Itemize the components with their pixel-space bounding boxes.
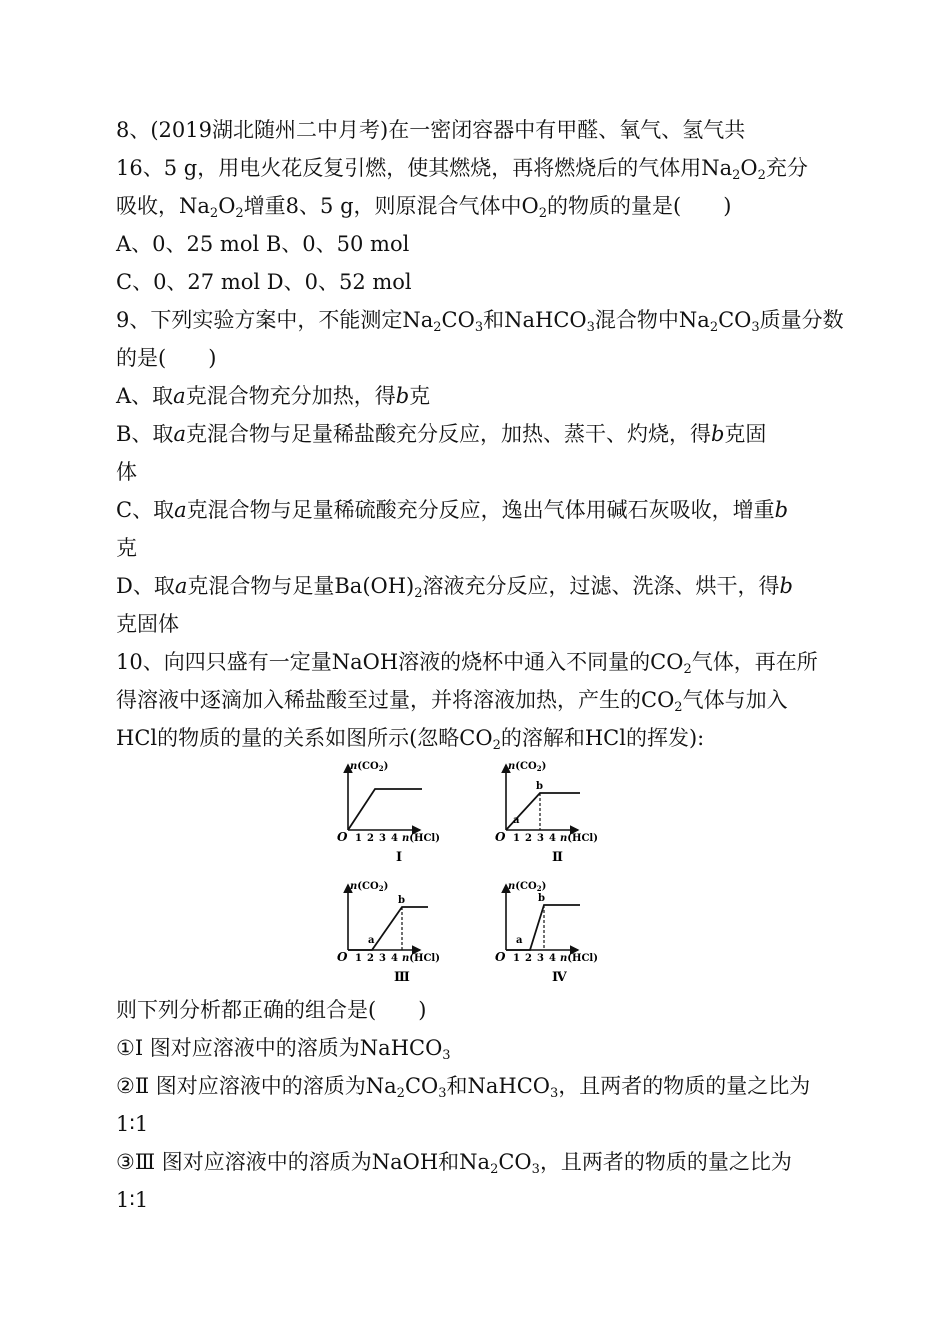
y-axis-label: $n(CO_2)$: [508, 881, 547, 893]
q9-line-1: 9、下列实验方案中，不能测定$Na_2CO_3$和NaHCO$_3$混合物中$Na_2CO_3$质量分数: [116, 308, 844, 335]
q10-line-2: 得溶液中逐滴加入稀盐酸至过量，并将溶液加热，产生的$CO_2$气体与加入: [116, 688, 788, 715]
origin-label: O: [337, 830, 348, 844]
graph-3: [337, 881, 440, 985]
q10-statement-1: ①Ⅰ 图对应溶液中的溶质为NaHCO$_3$: [116, 1036, 451, 1063]
graph-4: [495, 881, 598, 985]
q10-line-3: HCl的物质的量的关系如图所示(忽略$CO_2$的溶解和HCl的挥发):: [116, 726, 705, 753]
tick-3: 3: [537, 953, 544, 964]
tick-3: 3: [537, 833, 544, 844]
point-b-label: b: [536, 781, 543, 792]
tick-4: 4: [549, 953, 556, 964]
point-b-label: b: [398, 895, 405, 906]
q10-line-1: 10、向四只盛有一定量NaOH溶液的烧杯中通入不同量的$CO_2$气体，再在所: [116, 650, 818, 677]
q9-option-d: D、取a克混合物与足量$Ba(OH)_2$溶液充分反应，过滤、洗涤、烘干，得b: [116, 574, 793, 601]
x-axis-label: n(HCl): [560, 953, 598, 964]
q9-option-a: A、取a克混合物充分加热，得b克: [116, 384, 431, 408]
tick-1: 1: [355, 833, 362, 844]
tick-2: 2: [367, 953, 374, 964]
origin-label: O: [495, 950, 506, 964]
y-axis-label: $n(CO_2)$: [350, 881, 389, 893]
point-b-label: b: [538, 893, 545, 904]
tick-3: 3: [379, 953, 386, 964]
graph-label: Ⅳ: [552, 970, 567, 985]
x-axis-label: n(HCl): [402, 833, 440, 844]
q10-statement-3-cont: 1∶1: [116, 1188, 149, 1212]
q10-statement-2: ②Ⅱ 图对应溶液中的溶质为$Na_2CO_3$和NaHCO$_3$，且两者的物质的量之比为: [116, 1074, 811, 1101]
q8-line-1: 8、(2019湖北随州二中月考)在一密闭容器中有甲醛、氧气、氢气共: [116, 118, 746, 142]
curve: [348, 789, 422, 830]
curve: [348, 907, 428, 950]
q10-statement-3: ③Ⅲ 图对应溶液中的溶质为NaOH和$Na_2CO_3$，且两者的物质的量之比为: [116, 1150, 792, 1177]
q9-option-c: C、取a克混合物与足量稀硫酸充分反应，逸出气体用碱石灰吸收，增重b: [116, 498, 789, 522]
tick-3: 3: [379, 833, 386, 844]
origin-label: O: [337, 950, 348, 964]
tick-4: 4: [391, 833, 398, 844]
q9-option-b-cont: 体: [116, 460, 137, 484]
tick-2: 2: [367, 833, 374, 844]
q9-option-d-cont: 克固体: [116, 612, 179, 636]
tick-2: 2: [525, 833, 532, 844]
tick-4: 4: [391, 953, 398, 964]
q8-options-ab: A、0、25 mol B、0、50 mol: [116, 232, 410, 256]
y-axis-label: $n(CO_2)$: [350, 761, 389, 773]
q10-question: 则下列分析都正确的组合是( ): [116, 998, 427, 1022]
q9-option-b: B、取a克混合物与足量稀盐酸充分反应，加热、蒸干、灼烧，得b克固: [116, 422, 767, 446]
tick-2: 2: [525, 953, 532, 964]
x-axis-label: n(HCl): [560, 833, 598, 844]
point-a-label: a: [513, 815, 520, 826]
q8-line-3: 吸收，$Na_2O_2$增重8、5 g，则原混合气体中$O_2$的物质的量是( ): [116, 194, 732, 221]
graph-label: Ⅱ: [552, 850, 563, 865]
graph-2: [495, 761, 598, 865]
x-axis-label: n(HCl): [402, 953, 440, 964]
graphs-figure: [320, 755, 630, 995]
q9-line-2: 的是( ): [116, 346, 217, 370]
graph-label: Ⅰ: [396, 850, 403, 865]
graph-label: Ⅲ: [394, 970, 410, 985]
graph-1: [337, 761, 440, 865]
y-axis-label: $n(CO_2)$: [508, 761, 547, 773]
q8-line-2: 16、5 g，用电火花反复引燃，使其燃烧，再将燃烧后的气体用$Na_2O_2$充分: [116, 156, 808, 183]
tick-1: 1: [513, 953, 520, 964]
point-a-label: a: [368, 935, 375, 946]
tick-1: 1: [513, 833, 520, 844]
tick-1: 1: [355, 953, 362, 964]
q8-options-cd: C、0、27 mol D、0、52 mol: [116, 270, 412, 294]
tick-4: 4: [549, 833, 556, 844]
q9-option-c-cont: 克: [116, 536, 137, 560]
point-a-label: a: [516, 935, 523, 946]
graphs-svg: [320, 755, 630, 995]
q10-statement-2-cont: 1∶1: [116, 1112, 149, 1136]
origin-label: O: [495, 830, 506, 844]
